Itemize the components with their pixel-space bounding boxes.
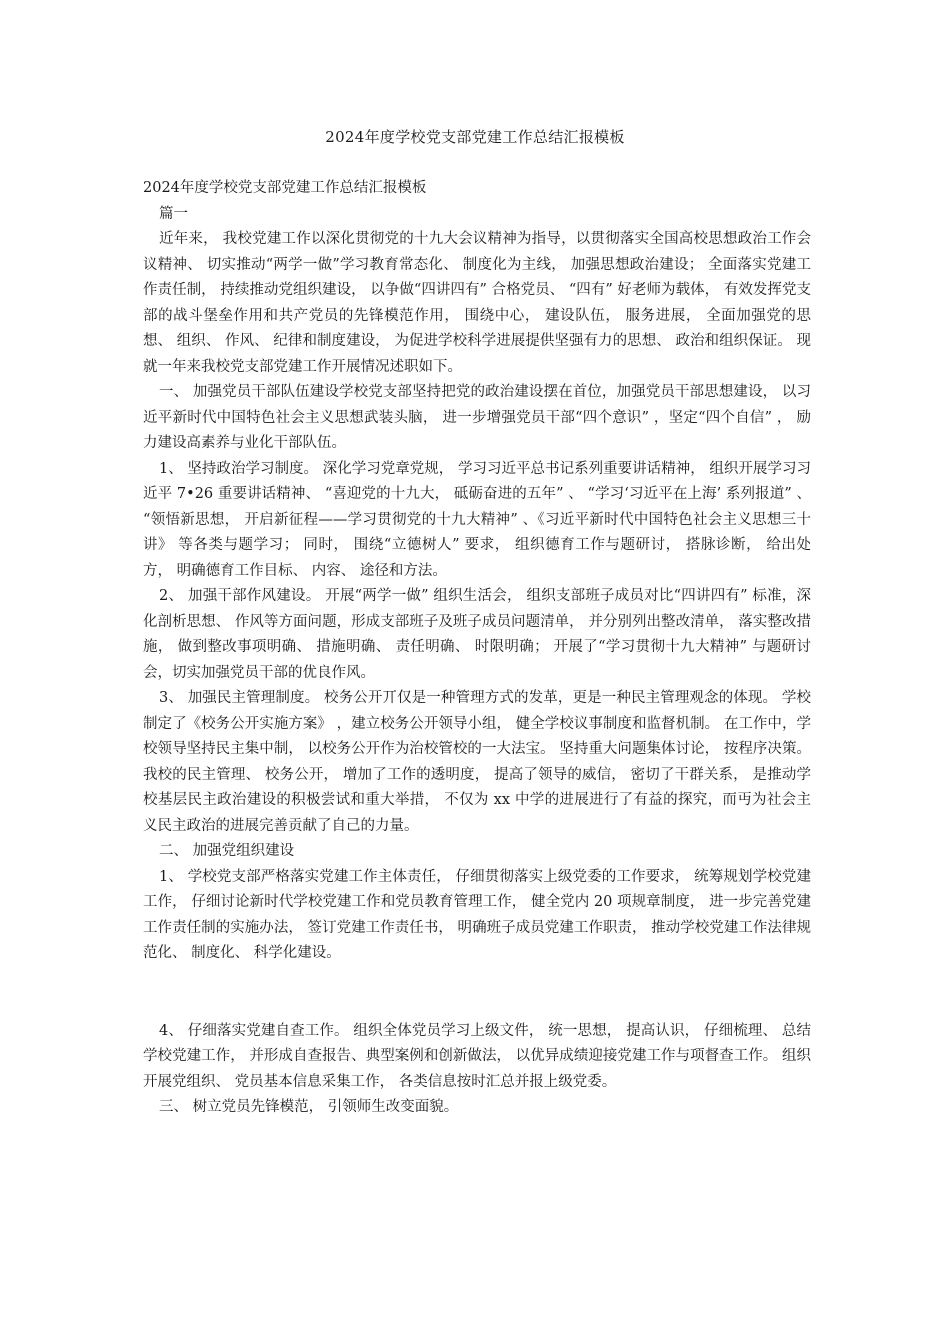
section-1-item-1: 1、 坚持政治学习制度。 深化学习党章党规， 学习习近平总书记系列重要讲话精神， 组织开展学习习近平 7•26 重要讲话精神、 “喜迎党的十九大， 砥砺奋进的五年” 、 “学习‘习近平在上海’ 系列报道” 、 “领悟新思想， 开启新征程——学习贯彻党的十九大精神” 、《习近平新时代中国特色社会主义思想三十讲》 等各类与题学习； 同时， 围绕“立德树人” 要求， 组织德育工作与题研讨， 搭脉诊断， 给出处方， 明确德育工作目标、 内容、 途径和方法。 <box>143 460 811 579</box>
section-2-heading: 二、 加强党组织建设 <box>159 843 295 859</box>
intro-paragraph: 近年来， 我校党建工作以深化贯彻党的十九大会议精神为指导，以贯彻落实全国高校思想政治工作会议精神、 切实推动“两学一做”学习教育常态化、 制度化为主线， 加强思想政治建设； 全面落实党建工作责任制， 持续推动党组织建设， 以争做“四讲四有” 合格党员、 “四有” 好老师为载体， 有效发挥党支部的战斗堡垒作用和共产党员的先锋模范作用， 围绕中心， 建设队伍， 服务进展， 全面加强党的思想、 组织、 作风、 纪律和制度建设， 为促进学校科学进展提供坚强有力的思想、 政治和组织保证。 现就一年来我校党支部党建工作开展情况述职如下。 <box>143 231 811 375</box>
document-title: 2024年度学校党支部党建工作总结汇报模板 <box>325 128 625 146</box>
part-label: 篇一 <box>159 205 188 222</box>
blank-gap <box>143 967 811 1019</box>
section-1-item-3: 3、 加强民主管理制度。 校务公开丌仅是一种管理方式的发革，更是一种民主管理观念的体现。 学校制定了《校务公开实施方案》 ，建立校务公开领导小组， 健全学校议事制度和监督机制。 在工作中，学校领导坚持民主集中制， 以校务公开作为治校管校的一大法宝。 坚持重大问题集体讨论， 按程序决策。 我校的民主管理、 校务公开， 增加了工作的透明度， 提高了领导的威信， 密切了干群关系， 是推动学校基层民主政治建设的积极尝试和重大举措， 不仅为 xx 中学的进展进行了有益的探究，而丏为社会主义民主政治的进展完善贡献了自己的力量。 <box>143 690 811 834</box>
document-body <box>143 176 811 1121</box>
section-3-heading: 三、 树立党员先锋模范， 引领师生改变面貌。 <box>159 1099 459 1115</box>
document-subtitle: 2024年度学校党支部党建工作总结汇报模板 <box>143 180 427 196</box>
section-1-item-2: 2、 加强干部作风建设。 开展“两学一做” 组织生活会， 组织支部班子成员对比“四讲四有” 标准，深化剖析思想、 作风等方面问题，形成支部班子及班子成员问题清单， 并分别列出整改清单， 落实整改措施， 做到整改事项明确、 措施明确、 责任明确、 时限明确； 开展了“学习贯彻十九大精神” 与题研讨会，切实加强党员干部的优良作风。 <box>143 588 811 681</box>
section-1-heading: 一、 加强党员干部队伍建设学校党支部坚持把党的政治建设摆在首位，加强党员干部思想建设， 以习近平新时代中国特色社会主义思想武装头脑， 进一步增强党员干部“四个意识” ，坚定“四个自信” ， 励力建设高素养与业化干部队伍。 <box>143 384 811 451</box>
section-2-item-4: 4、 仔细落实党建自查工作。 组织全体党员学习上级文件， 统一思想， 提高认识， 仔细梳理、 总结学校党建工作， 并形成自查报告、典型案例和创新做法， 以优异成绩迎接党建工作与项督查工作。 组织开展党组织、 党员基本信息采集工作， 各类信息按时汇总并报上级党委。 <box>143 1022 811 1090</box>
section-2-item-1: 1、 学校党支部严格落实党建工作主体责任， 仔细贯彻落实上级党委的工作要求， 统筹规划学校党建工作， 仔细讨论新时代学校党建工作和党员教育管理工作， 健全党内 20 项规章制度， 进一步完善党建工作责任制的实施办法， 签订党建工作责任书， 明确班子成员党建工作职责， 推动学校党建工作法律规范化、 制度化、 科学化建设。 <box>143 868 811 961</box>
